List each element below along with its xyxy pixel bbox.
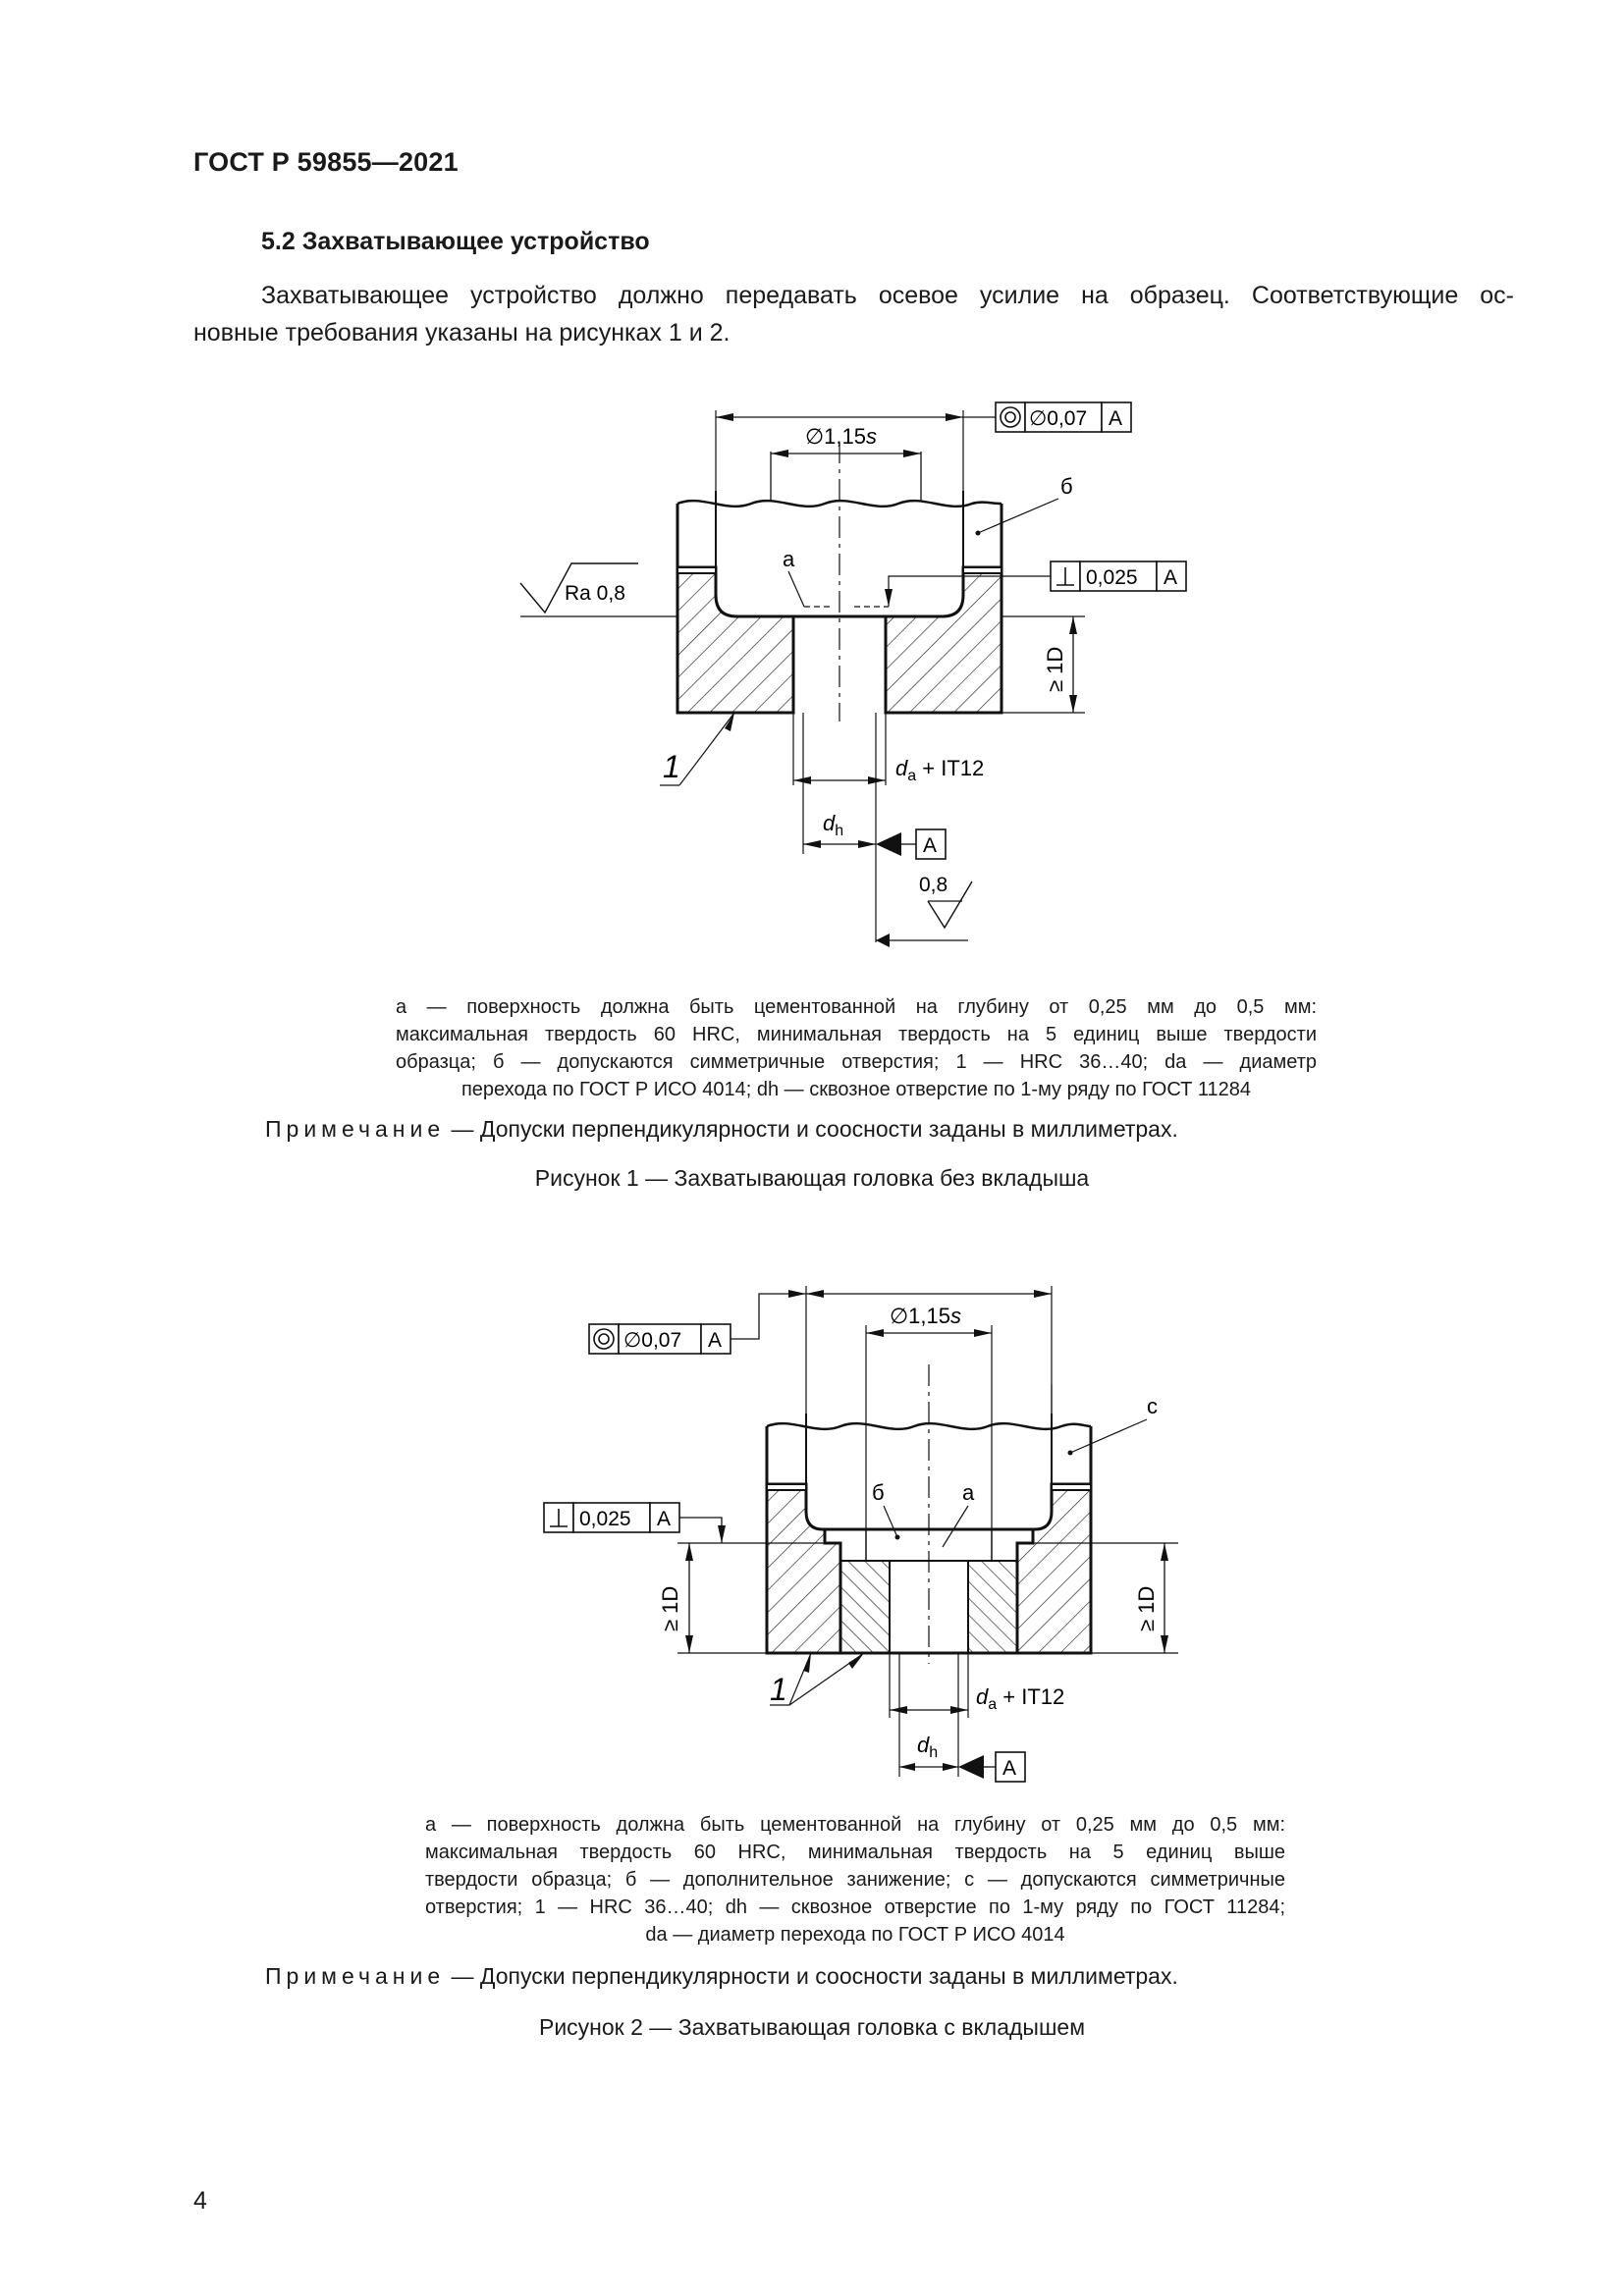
fig1-coax-value: ∅0,07 — [1029, 407, 1088, 430]
fig2-label-c: c — [1147, 1394, 1158, 1418]
section-title: 5.2 Захватывающее устройство — [261, 228, 650, 255]
datum-triangle-icon — [876, 832, 901, 856]
fig2-coax-value: ∅0,07 — [623, 1329, 682, 1352]
fig1-part-1: 1 — [663, 749, 680, 784]
fig2-note-word: Примечание — [265, 1963, 446, 1989]
fig1-rough-value: 0,8 — [919, 874, 948, 896]
paragraph-line-2: новные требования указаны на рисунках 1 и 2. — [193, 319, 731, 347]
fig2-da-label: $d_a + IT12$ — [976, 1684, 1065, 1713]
fig2-legend-line-3: твердости образца; б — дополнительное занижение; с — допускаются симметричные — [425, 1869, 1285, 1891]
fig1-coax-datum: A — [1109, 407, 1123, 430]
fig2-legend-line-2: максимальная твердость 60 HRC, минимальная твердость на 5 единиц выше — [425, 1842, 1285, 1863]
figure-2-note — [265, 1963, 1178, 1990]
fig1-note-text: — Допуски перпендикулярности и соосности заданы в миллиметрах. — [445, 1116, 1178, 1142]
fig2-legend-line-4: отверстия; 1 — HRC 36…40; dh — сквозное отверстие по 1-му ряду по ГОСТ 11284; — [425, 1896, 1285, 1918]
fig2-dim-1d-right: ≥ 1D — [1134, 1585, 1159, 1631]
fig2-hatched-body-right — [1017, 1484, 1091, 1653]
figure-1-caption: Рисунок 1 — Захватывающая головка без вкладыша — [534, 1165, 1090, 1191]
fig1-legend-line-1: а — поверхность должна быть цементованной на глубину от 0,25 мм до 0,5 мм: — [396, 996, 1317, 1018]
fig1-da-label: $d_a + IT12$ — [895, 756, 985, 784]
figure-2-legend — [425, 1811, 1285, 1949]
fig1-legend-line-4: перехода по ГОСТ Р ИСО 4014; dh — сквозное отверстие по 1-му ряду по ГОСТ 11284 — [460, 1079, 1252, 1100]
fig2-coax-datum: A — [708, 1329, 723, 1352]
figure-1-legend — [396, 993, 1317, 1103]
figure-1-svg — [0, 0, 1624, 982]
fig2-break-line — [767, 1423, 1091, 1429]
fig1-hatched-body-right — [886, 567, 1001, 713]
fig2-dim-1d-left: ≥ 1D — [658, 1585, 682, 1631]
fig2-legend-line-5: dа — диаметр перехода по ГОСТ Р ИСО 4014 — [645, 1924, 1065, 1946]
fig2-dia-label: ∅1,15s — [890, 1304, 961, 1328]
fig2-perp-value: 0,025 — [579, 1508, 631, 1530]
fig1-ra-label: Ra 0,8 — [565, 582, 625, 605]
fig1-perp-datum: A — [1164, 566, 1178, 589]
figure-1-drawing — [0, 0, 1624, 982]
fig2-dh-label: $d_h$ — [917, 1733, 939, 1761]
datum-triangle-icon-2 — [958, 1755, 984, 1779]
fig1-hatched-body-left — [677, 567, 793, 713]
fig2-label-b: б — [872, 1480, 885, 1505]
fig1-label-a: а — [783, 547, 795, 571]
fig2-datum-box: A — [1002, 1757, 1017, 1780]
fig1-break-line — [677, 501, 1001, 507]
fig2-legend-line-1: а — поверхность должна быть цементованной на глубину от 0,25 мм до 0,5 мм: — [425, 1814, 1285, 1836]
paragraph-line-1: Захватывающее устройство должно передавать осевое усилие на образец. Соответствующие ос- — [261, 282, 1514, 309]
fig1-legend-line-2: максимальная твердость 60 HRC, минимальная твердость на 5 единиц выше твердости — [396, 1024, 1317, 1045]
fig1-dim-1d: ≥ 1D — [1043, 646, 1067, 692]
fig1-legend-line-3: образца; б — допускаются симметричные отверстия; 1 — HRC 36…40; dа — диаметр — [396, 1051, 1317, 1073]
figure-1-note — [265, 1116, 1178, 1143]
page-number: 4 — [193, 2187, 207, 2215]
document-header: ГОСТ Р 59855—2021 — [193, 147, 459, 177]
fig1-datum-box: A — [923, 834, 938, 857]
figure-2-drawing — [0, 1247, 1624, 1796]
fig1-label-b: б — [1060, 474, 1073, 499]
fig2-part-1: 1 — [770, 1672, 787, 1707]
fig2-hatched-body-left — [767, 1484, 840, 1653]
fig1-perp-value: 0,025 — [1086, 566, 1138, 589]
figure-2-caption: Рисунок 2 — Захватывающая головка с вкладышем — [538, 2014, 1086, 2040]
fig2-note-text: — Допуски перпендикулярности и соосности заданы в миллиметрах. — [445, 1963, 1178, 1989]
fig1-dia-label: ∅1,15s — [805, 424, 877, 449]
fig2-perp-datum: A — [657, 1508, 672, 1530]
figure-2-svg — [0, 1247, 1624, 1796]
fig1-note-word: Примечание — [265, 1116, 446, 1142]
fig2-label-a: а — [962, 1480, 975, 1505]
fig1-dh-label: $d_h$ — [823, 811, 844, 839]
